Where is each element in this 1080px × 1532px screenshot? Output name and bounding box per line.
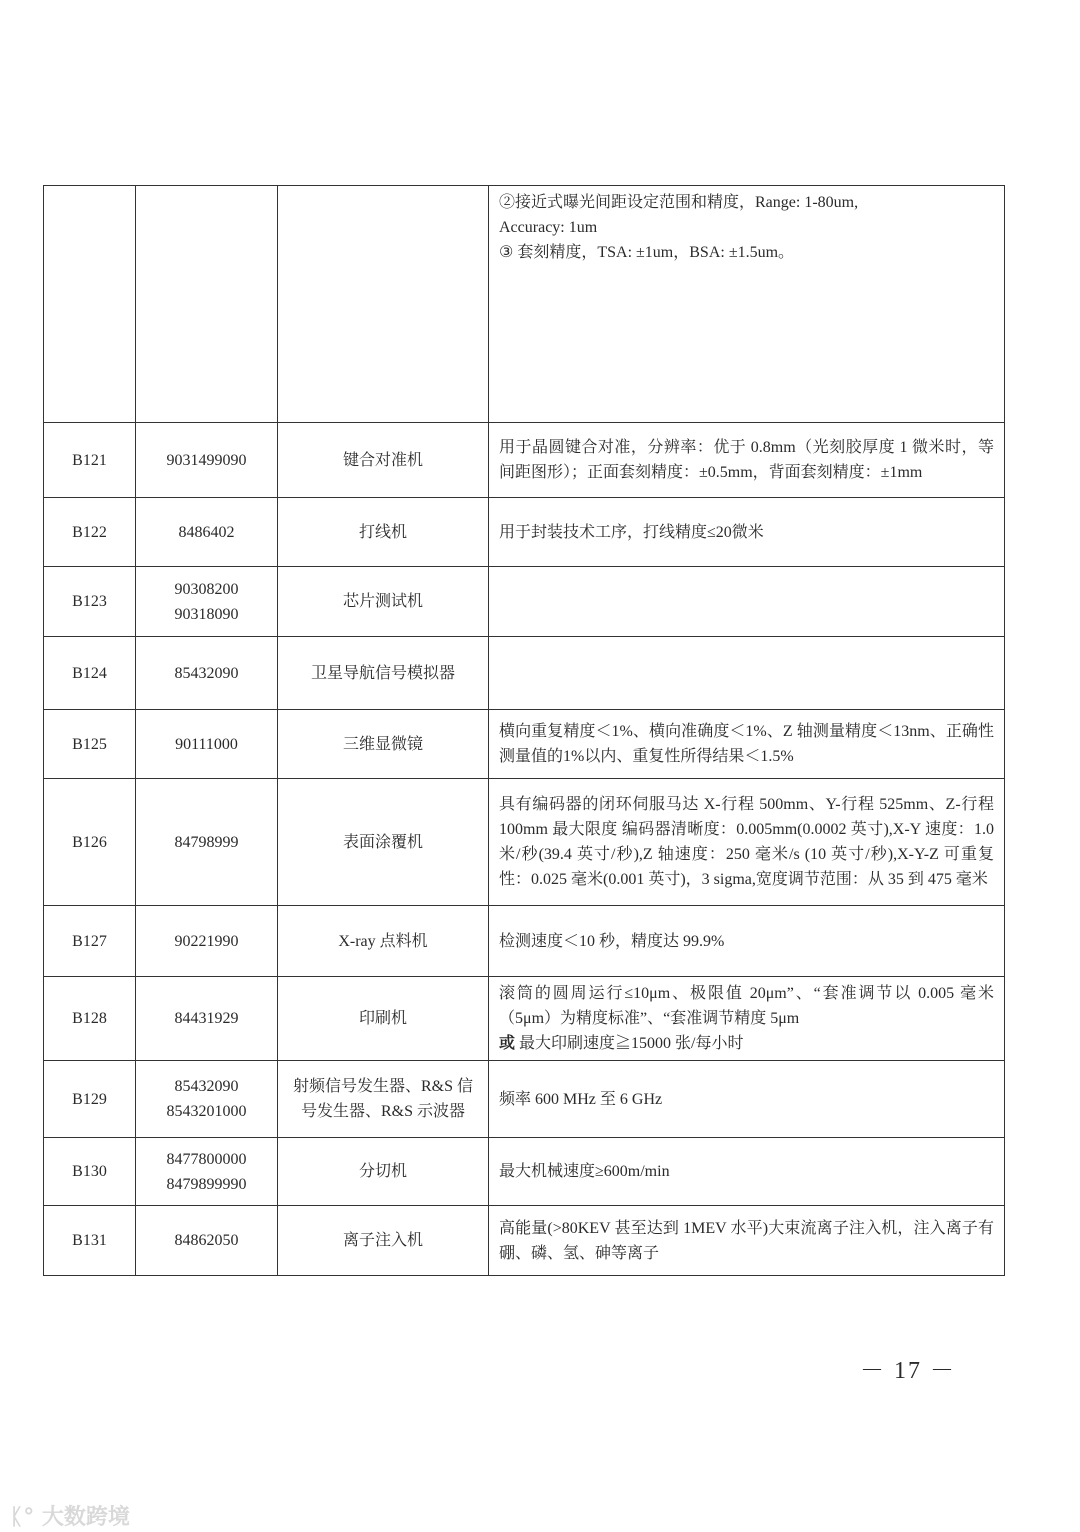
- item-id-cell-text: B121: [72, 451, 107, 469]
- equipment-name-cell: [278, 1206, 489, 1276]
- equipment-name-cell-text: 表面涂覆机: [342, 833, 423, 851]
- equipment-name-cell: [278, 1138, 489, 1206]
- equipment-name-cell-text: 射频信号发生器、R&S 信号发生器、R&S 示波器: [292, 1078, 474, 1120]
- hs-code-cell-text: 8477800000 8479899990: [166, 1150, 247, 1193]
- hs-code-cell-text: 8486402: [178, 523, 235, 541]
- hs-code-cell: [136, 1206, 278, 1276]
- equipment-name-cell-text: 印刷机: [358, 1010, 407, 1027]
- hs-code-cell-text: 84862050: [174, 1232, 239, 1249]
- spec-description-cell: [489, 710, 1005, 779]
- item-id-cell: [44, 637, 136, 710]
- hs-code-cell-text: 9031499090: [166, 451, 247, 469]
- equipment-name-cell-text: 芯片测试机: [342, 593, 423, 610]
- spec-description-cell-text: 用于封装技术工序，打线精度≤20微米: [499, 523, 764, 541]
- item-id-cell-text: B126: [72, 833, 107, 851]
- item-id-cell: [44, 906, 136, 977]
- item-id-cell: [44, 567, 136, 637]
- spec-description-cell-text: 高能量(>80KEV 甚至达到 1MEV 水平)大束流离子注入机，注入离子有硼、磷、氢、砷等离子: [499, 1219, 994, 1262]
- hs-code-cell-text: 90111000: [175, 735, 238, 753]
- equipment-name-cell-text: 三维显微镜: [342, 735, 423, 753]
- spec-description-cell-text: 检测速度＜10 秒，精度达 99.9%: [499, 932, 725, 950]
- equipment-name-cell: [278, 423, 489, 498]
- spec-description-cell: [489, 977, 1005, 1061]
- item-id-cell: [44, 710, 136, 779]
- item-id-cell: [44, 779, 136, 906]
- spec-description-cell: [489, 1061, 1005, 1138]
- spec-description-cell: [489, 779, 1005, 906]
- item-id-cell: [44, 423, 136, 498]
- equipment-name-cell: [278, 637, 489, 710]
- item-id-cell-text: B122: [72, 523, 107, 541]
- item-id-cell-text: B130: [72, 1163, 107, 1180]
- table-row: [44, 186, 1005, 423]
- table-row: [44, 906, 1005, 977]
- item-id-cell: [44, 186, 136, 423]
- spec-description-cell-text: 滚筒的圆周运行≤10μm、极限值 20μm”、“套准调节以 0.005 毫米（5μm）为精度标准”、“套准调节精度 5μm: [499, 985, 994, 1027]
- table-row: [44, 423, 1005, 498]
- spec-description-cell: [489, 498, 1005, 567]
- hs-code-cell: [136, 498, 278, 567]
- hs-code-cell-text: 84798999: [174, 833, 239, 851]
- hs-code-cell: [136, 567, 278, 637]
- item-id-cell: [44, 498, 136, 567]
- item-id-cell-text: B128: [72, 1010, 107, 1027]
- spec-description-cell: [489, 186, 1005, 423]
- hs-code-cell: [136, 779, 278, 906]
- spec-description-cell: [489, 637, 1005, 710]
- equipment-name-cell: [278, 977, 489, 1061]
- spec-description-cell: [489, 567, 1005, 637]
- equipment-name-cell: [278, 906, 489, 977]
- hs-code-cell: [136, 1138, 278, 1206]
- hs-code-cell: [136, 186, 278, 423]
- table-row: [44, 1061, 1005, 1138]
- spec-description-cell-text: 用于晶圆键合对准，分辨率：优于 0.8mm（光刻胶厚度 1 微米时，等间距图形）；正面套刻精度：±0.5mm，背面套刻精度：±1mm: [499, 439, 994, 481]
- item-id-cell-text: B131: [72, 1232, 107, 1249]
- hs-code-cell-text: 84431929: [174, 1010, 239, 1027]
- hs-code-cell: [136, 423, 278, 498]
- equipment-name-cell: [278, 779, 489, 906]
- hs-code-cell: [136, 977, 278, 1061]
- item-id-cell-text: B125: [72, 735, 107, 753]
- equipment-name-cell: [278, 567, 489, 637]
- hs-code-cell-text: 85432090 8543201000: [166, 1078, 247, 1120]
- spec-description-cell: [489, 906, 1005, 977]
- table-row: [44, 637, 1005, 710]
- hs-code-cell: [136, 710, 278, 779]
- equipment-name-cell: [278, 1061, 489, 1138]
- spec-description-cell: [489, 1138, 1005, 1206]
- table-row: [44, 498, 1005, 567]
- equipment-name-cell: [278, 186, 489, 423]
- table-row: [44, 1206, 1005, 1276]
- hs-code-cell: [136, 906, 278, 977]
- item-id-cell-text: B123: [72, 593, 107, 610]
- spec-description-cell-text: 横向重复精度＜1%、横向准确度＜1%、Z 轴测量精度＜13nm、正确性 测量值的1%以内、重复性所得结果＜1.5%: [499, 723, 994, 765]
- spec-description-cell-text: 最大机械速度≥600m/min: [499, 1163, 670, 1180]
- table-row: [44, 1138, 1005, 1206]
- item-id-cell-text: B127: [72, 932, 107, 950]
- item-id-cell-text: B124: [72, 664, 107, 682]
- table-row: [44, 710, 1005, 779]
- hs-code-cell-text: 85432090: [174, 664, 239, 682]
- hs-code-cell-text: 90221990: [174, 932, 239, 950]
- table-row: [44, 779, 1005, 906]
- equipment-name-cell-text: 分切机: [358, 1163, 407, 1180]
- desc-tail-text: 最大印刷速度≧15000 张/每小时: [515, 1035, 744, 1052]
- spec-description-cell-text: ②接近式曝光间距设定范围和精度，Range: 1-80um, Accuracy: 1um ③ 套刻精度，TSA: ±1um，BSA: ±1.5um。: [499, 194, 859, 261]
- hs-code-cell: [136, 1061, 278, 1138]
- spec-description-cell: [489, 1206, 1005, 1276]
- table-row: [44, 567, 1005, 637]
- equipment-name-cell: [278, 498, 489, 567]
- equipment-name-cell-text: 卫星导航信号模拟器: [310, 664, 455, 682]
- spec-description-cell: [489, 423, 1005, 498]
- spec-description-cell-text: 具有编码器的闭环伺服马达 X-行程 500mm、Y-行程 525mm、Z-行程 100mm 最大限度 编码器清晰度：0.005mm(0.0002 英寸),X-Y 速度：1.0 米/秒(39.4 英寸/秒),Z 轴速度：250 毫米/s (10 英寸/秒),X-Y-Z 可重复性：0.025 毫米(0.001 英寸)，3 sigma,宽度调节范围：从 35 到 475 毫米: [499, 796, 994, 888]
- equipment-name-cell-text: 打线机: [358, 523, 407, 541]
- item-id-cell: [44, 977, 136, 1061]
- hs-code-cell: [136, 637, 278, 710]
- item-id-cell-text: B129: [72, 1090, 107, 1108]
- watermark-logo: ᛕ° 大数跨境: [10, 1505, 130, 1530]
- item-id-cell: [44, 1206, 136, 1276]
- table-row: [44, 977, 1005, 1061]
- hs-code-cell-text: 90308200 90318090: [174, 580, 239, 623]
- page-number: － 17 －: [860, 1358, 956, 1384]
- item-id-cell: [44, 1138, 136, 1206]
- item-id-cell: [44, 1061, 136, 1138]
- bold-text: 或: [499, 1035, 516, 1052]
- spec-description-cell-text: 频率 600 MHz 至 6 GHz: [499, 1090, 663, 1108]
- equipment-name-cell-text: X-ray 点料机: [338, 932, 428, 950]
- equipment-name-cell: [278, 710, 489, 779]
- equipment-name-cell-text: 键合对准机: [342, 451, 423, 469]
- equipment-name-cell-text: 离子注入机: [342, 1232, 423, 1249]
- equipment-table: [43, 185, 1005, 1276]
